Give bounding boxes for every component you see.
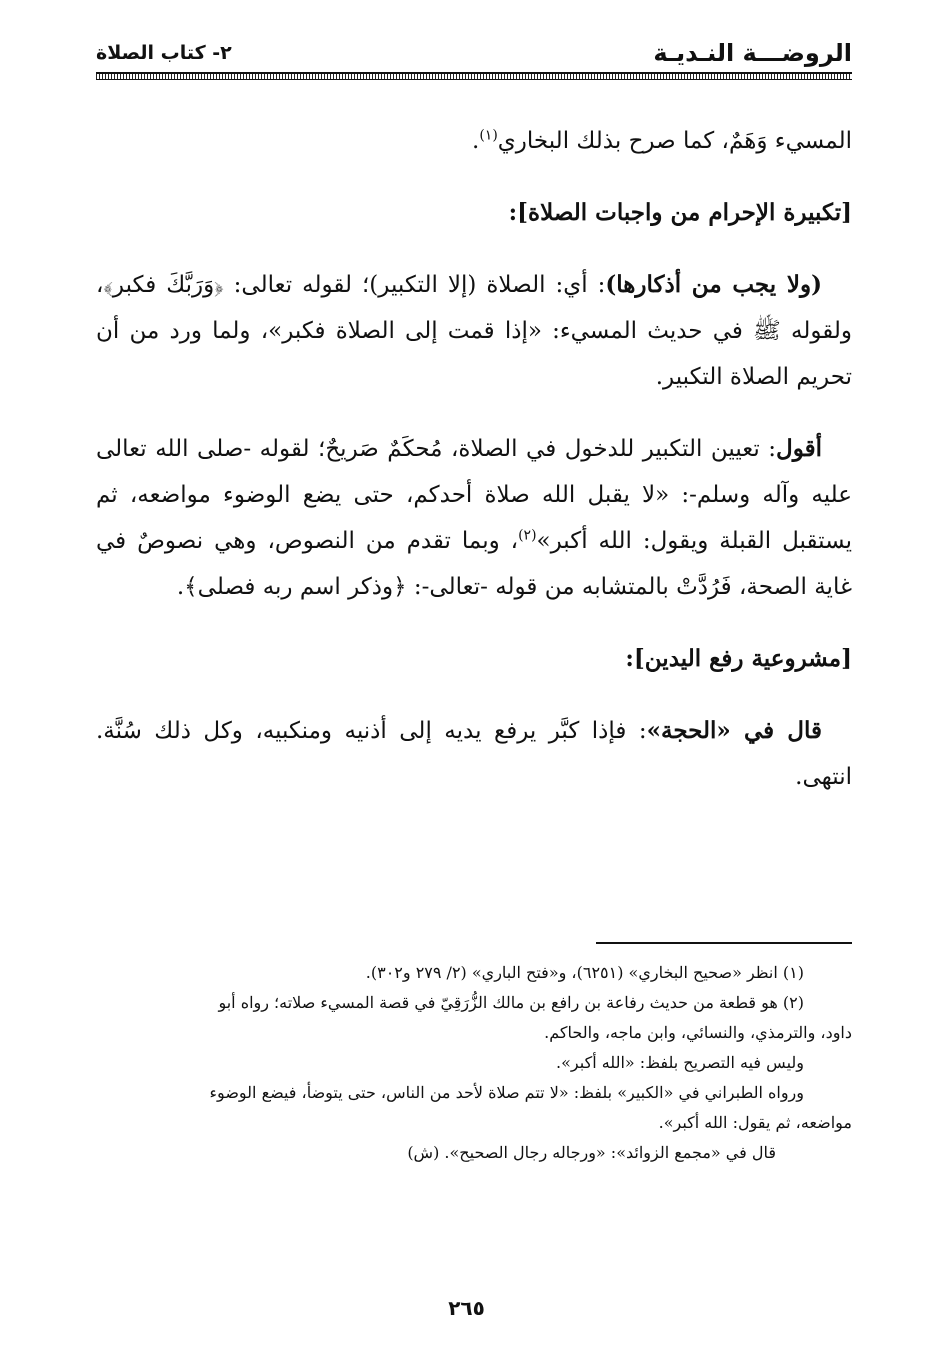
- paragraph: قال في «الحجة»: فإذا كبَّر يرفع يديه إلى أذنيه ومنكبيه، وكل ذلك سُنَّة. انتهى.: [96, 717, 852, 790]
- footnote: (١) انظر «صحيح البخاري» (٦٢٥١)، و«فتح الباري» (٢/ ٢٧٩ و٣٠٢).: [365, 963, 804, 982]
- quote-lead: قال في «الحجة»: [646, 717, 822, 744]
- footnote: (٢) هو قطعة من حديث رفاعة بن رافع بن مالك الزُّرَقِيّ في قصة المسيء صلاته؛ رواه أبو: [218, 993, 804, 1012]
- footnote-continuation: ورواه الطبراني في «الكبير» بلفظ: «لا تتم صلاة لأحد من الناس، حتى يتوضأ، فيضع الوضوء: [209, 1083, 804, 1102]
- footnote-continuation: داود، والترمذي، والنسائي، وابن ماجه، والحاكم.: [544, 1023, 852, 1042]
- page-number: ٢٦٥: [448, 1296, 485, 1320]
- running-header: [96, 36, 852, 70]
- section-heading: [مشروعية رفع اليدين]:: [625, 645, 852, 672]
- footnote-continuation: مواضعه، ثم يقول: الله أكبر».: [658, 1113, 852, 1132]
- main-text: [96, 118, 852, 826]
- paragraph: المسيء وَهَمٌ، كما صرح بذلك البخاري$^{(١)}$.: [472, 127, 852, 154]
- section-heading: [تكبيرة الإحرام من واجبات الصلاة]:: [508, 199, 852, 226]
- footnote-continuation: وليس فيه التصريح بلفظ: «الله أكبر».: [556, 1053, 804, 1072]
- footnote-ref: (٢): [518, 527, 537, 544]
- chapter-title: ٢- كتاب الصلاة: [96, 42, 232, 64]
- commentary-lead: أقول: [776, 435, 822, 462]
- footnote-ref: (١): [479, 127, 498, 144]
- footnote-continuation: قال في «مجمع الزوائد»: «ورجاله رجال الصحيح». (ش): [407, 1143, 776, 1162]
- book-title: الروضـــة النـديـة: [653, 39, 852, 67]
- matn-lead: (ولا يجب من أذكارها): [605, 271, 822, 298]
- paragraph: أقول: تعيين التكبير للدخول في الصلاة، مُحكَمٌ صَريحٌ؛ لقوله -صلى الله تعالى عليه وآله وسلم-: «لا يقبل الله صلاة أحدكم، حتى يضع الوضوء مواضعه، ثم يستقبل القبلة ويقول: الله أكبر»$^{(٢)}$، وبما تقدم من النصوص، وهي نصوصٌ في غاية الصحة، فَرُدَّتْ بالمتشابه من قوله -تعالى-: ﴿وذكر اسم ربه فصلى﴾.: [96, 435, 852, 600]
- footnotes: [96, 958, 852, 1168]
- header-rule: [96, 72, 852, 80]
- paragraph: (ولا يجب من أذكارها): أي: الصلاة (إلا التكبير)؛ لقوله تعالى: ﴿وَرَبَّكَ فكبر﴾، ولقوله ﷺ في حديث المسيء: «إذا قمت إلى الصلاة فكبر»، ولما ورد من أن تحريم الصلاة التكبير.: [96, 271, 852, 390]
- footnote-separator: [596, 942, 852, 944]
